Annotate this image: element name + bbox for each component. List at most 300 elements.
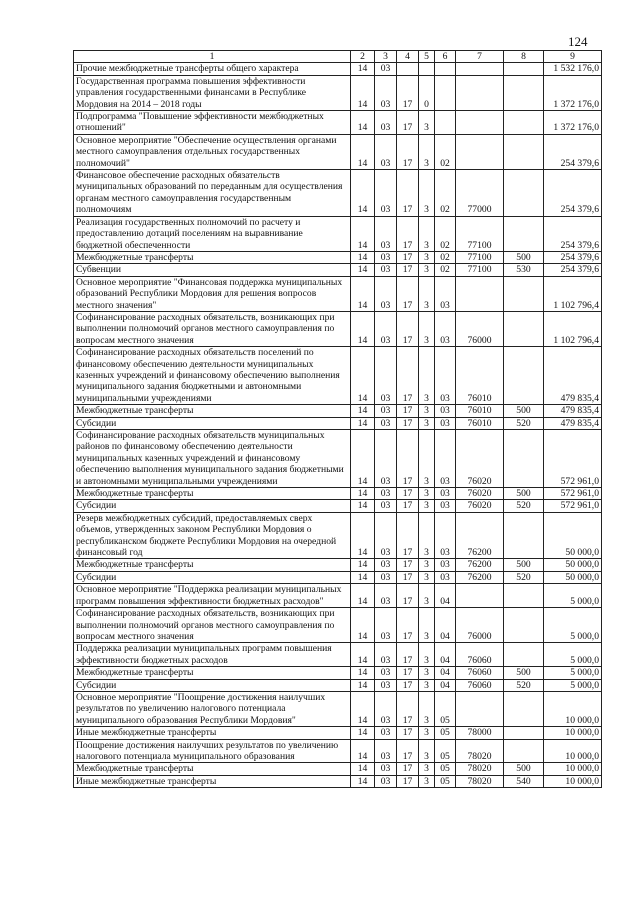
activity-code: 02 [435,134,456,169]
section-code: 14 [351,405,375,417]
subprogram-code: 3 [419,571,435,583]
section-code: 14 [351,488,375,500]
row-name: Субсидии [74,571,351,583]
column-header: 1 [74,51,351,63]
amount: 479 835,4 [544,347,602,405]
column-header: 5 [419,51,435,63]
amount: 1 532 176,0 [544,63,602,75]
subsection-code: 03 [375,430,397,488]
expense-type-code: 500 [504,251,544,263]
section-code: 14 [351,276,375,311]
activity-code: 03 [435,571,456,583]
column-header: 3 [375,51,397,63]
amount: 254 379,6 [544,264,602,276]
section-code: 14 [351,679,375,691]
expense-type-code [504,170,544,217]
table-row [74,500,602,512]
program-code: 17 [397,584,419,608]
table-row [74,775,602,787]
direction-code [456,111,504,135]
subprogram-code: 3 [419,667,435,679]
table-row [74,643,602,667]
column-header: 4 [397,51,419,63]
activity-code: 02 [435,264,456,276]
direction-code: 76010 [456,405,504,417]
expense-type-code [504,311,544,346]
expense-type-code: 530 [504,264,544,276]
program-code: 17 [397,608,419,643]
row-name: Основное мероприятие "Поощрение достижения наилучших результатов по увеличению налогового потенциала муниципального образования Республики Мордовия" [74,691,351,726]
expense-type-code [504,111,544,135]
direction-code: 77100 [456,251,504,263]
subsection-code: 03 [375,311,397,346]
expense-type-code [504,691,544,726]
subprogram-code: 3 [419,739,435,763]
section-code: 14 [351,727,375,739]
section-code: 14 [351,667,375,679]
row-name: Межбюджетные трансферты [74,559,351,571]
direction-code: 76020 [456,488,504,500]
section-code: 14 [351,417,375,429]
row-name: Основное мероприятие "Финансовая поддержка муниципальных образований Республики Мордовия для решения вопросов местного значения" [74,276,351,311]
expense-type-code: 500 [504,667,544,679]
program-code: 17 [397,405,419,417]
row-name: Поощрение достижения наилучших результатов по увеличению налогового потенциала муниципального образования [74,739,351,763]
subsection-code: 03 [375,405,397,417]
row-name: Основное мероприятие "Обеспечение осуществления органами местного самоуправления отдельных государственных полномочий" [74,134,351,169]
subsection-code: 03 [375,251,397,263]
table-row [74,347,602,405]
activity-code: 05 [435,739,456,763]
direction-code [456,134,504,169]
subprogram-code: 3 [419,264,435,276]
expense-type-code [504,63,544,75]
amount: 10 000,0 [544,775,602,787]
subsection-code: 03 [375,500,397,512]
amount: 254 379,6 [544,251,602,263]
table-row [74,571,602,583]
activity-code: 05 [435,727,456,739]
direction-code: 76060 [456,643,504,667]
section-code: 14 [351,347,375,405]
program-code: 17 [397,430,419,488]
subsection-code: 03 [375,512,397,559]
activity-code: 03 [435,417,456,429]
subsection-code: 03 [375,417,397,429]
direction-code: 76200 [456,559,504,571]
row-name: Государственная программа повышения эффективности управления государственными финансами в Республике Мордовия на 2014 – 2018 годы [74,75,351,110]
subsection-code: 03 [375,727,397,739]
section-code: 14 [351,251,375,263]
subprogram-code: 3 [419,512,435,559]
row-name: Субсидии [74,500,351,512]
row-name: Финансовое обеспечение расходных обязательств муниципальных образований по переданным для осуществления органам местного самоуправления государственным полномочиям [74,170,351,217]
expense-type-code: 500 [504,488,544,500]
direction-code [456,63,504,75]
direction-code [456,75,504,110]
activity-code: 02 [435,251,456,263]
subsection-code: 03 [375,643,397,667]
expense-type-code [504,75,544,110]
program-code: 17 [397,512,419,559]
expense-type-code [504,727,544,739]
amount: 572 961,0 [544,430,602,488]
table-row [74,276,602,311]
row-name: Субвенции [74,264,351,276]
subsection-code: 03 [375,763,397,775]
direction-code: 76000 [456,608,504,643]
amount: 10 000,0 [544,763,602,775]
column-header: 7 [456,51,504,63]
amount: 10 000,0 [544,727,602,739]
table-row [74,405,602,417]
column-header: 9 [544,51,602,63]
subprogram-code: 3 [419,559,435,571]
subsection-code: 03 [375,264,397,276]
row-name: Межбюджетные трансферты [74,667,351,679]
section-code: 14 [351,643,375,667]
row-name: Прочие межбюджетные трансферты общего характера [74,63,351,75]
activity-code: 02 [435,170,456,217]
program-code: 17 [397,667,419,679]
expense-type-code [504,739,544,763]
direction-code: 76060 [456,667,504,679]
expense-type-code [504,643,544,667]
subprogram-code: 3 [419,643,435,667]
direction-code: 76200 [456,512,504,559]
table-row [74,111,602,135]
activity-code: 03 [435,347,456,405]
row-name: Софинансирование расходных обязательств муниципальных районов по финансовому обеспечению деятельности муниципальных казенных учреждений и финансовому обеспечению выполнения муниципального задания бюджетными и автономными муниципальными учреждениями [74,430,351,488]
subprogram-code: 3 [419,679,435,691]
expense-type-code: 520 [504,500,544,512]
subsection-code: 03 [375,134,397,169]
row-name: Софинансирование расходных обязательств, возникающих при выполнении полномочий органов местного самоуправления по вопросам местного значения [74,311,351,346]
table-row [74,311,602,346]
activity-code [435,63,456,75]
subsection-code: 03 [375,679,397,691]
section-code: 14 [351,739,375,763]
section-code: 14 [351,775,375,787]
activity-code: 05 [435,775,456,787]
subsection-code: 03 [375,739,397,763]
subprogram-code: 3 [419,430,435,488]
amount: 50 000,0 [544,559,602,571]
direction-code: 76000 [456,311,504,346]
section-code: 14 [351,512,375,559]
program-code: 17 [397,727,419,739]
table-row [74,559,602,571]
activity-code: 03 [435,500,456,512]
row-name: Резерв межбюджетных субсидий, предоставляемых сверх объемов, утвержденных законом Республики Мордовия о республиканском бюджете Республики Мордовия на очередной финансовый год [74,512,351,559]
subsection-code: 03 [375,63,397,75]
table-row [74,667,602,679]
section-code: 14 [351,608,375,643]
table-body [74,63,602,788]
expense-type-code: 500 [504,405,544,417]
table-row [74,679,602,691]
amount: 254 379,6 [544,134,602,169]
direction-code: 76010 [456,347,504,405]
expense-type-code: 500 [504,763,544,775]
table-row [74,763,602,775]
program-code: 17 [397,134,419,169]
program-code: 17 [397,170,419,217]
direction-code: 78020 [456,763,504,775]
direction-code: 76020 [456,500,504,512]
direction-code: 78020 [456,775,504,787]
row-name: Иные межбюджетные трансферты [74,775,351,787]
subprogram-code: 3 [419,727,435,739]
subprogram-code: 0 [419,75,435,110]
table-row [74,63,602,75]
expense-type-code: 520 [504,417,544,429]
subsection-code: 03 [375,276,397,311]
program-code: 17 [397,679,419,691]
direction-code: 77000 [456,170,504,217]
section-code: 14 [351,170,375,217]
amount: 1 372 176,0 [544,75,602,110]
program-code: 17 [397,739,419,763]
direction-code [456,584,504,608]
table-row [74,134,602,169]
section-code: 14 [351,691,375,726]
amount: 5 000,0 [544,643,602,667]
row-name: Иные межбюджетные трансферты [74,727,351,739]
table-row [74,170,602,217]
program-code: 17 [397,111,419,135]
direction-code: 78020 [456,739,504,763]
table-row [74,216,602,251]
subsection-code: 03 [375,559,397,571]
activity-code: 03 [435,512,456,559]
subprogram-code: 3 [419,584,435,608]
subsection-code: 03 [375,347,397,405]
activity-code: 04 [435,667,456,679]
header-row [74,51,602,63]
section-code: 14 [351,763,375,775]
amount: 10 000,0 [544,739,602,763]
program-code: 17 [397,643,419,667]
subprogram-code: 3 [419,111,435,135]
section-code: 14 [351,430,375,488]
row-name: Поддержка реализации муниципальных программ повышения эффективности бюджетных расходов [74,643,351,667]
amount: 5 000,0 [544,584,602,608]
subsection-code: 03 [375,691,397,726]
amount: 572 961,0 [544,488,602,500]
program-code: 17 [397,559,419,571]
section-code: 14 [351,584,375,608]
expense-type-code [504,134,544,169]
table-row [74,727,602,739]
program-code: 17 [397,75,419,110]
row-name: Субсидии [74,679,351,691]
table-row [74,691,602,726]
table-row [74,739,602,763]
direction-code: 76200 [456,571,504,583]
program-code [397,63,419,75]
expense-type-code [504,512,544,559]
row-name: Реализация государственных полномочий по расчету и предоставлению дотаций поселениям на выравнивание бюджетной обеспеченности [74,216,351,251]
row-name: Софинансирование расходных обязательств поселений по финансовому обеспечению деятельности муниципальных казенных учреждений и финансовому обеспечению выполнения муниципального задания бюджетными и автономными муниципальными учреждениями [74,347,351,405]
subsection-code: 03 [375,775,397,787]
expense-type-code [504,276,544,311]
amount: 572 961,0 [544,500,602,512]
expense-type-code: 500 [504,559,544,571]
activity-code: 05 [435,763,456,775]
direction-code [456,276,504,311]
direction-code: 77100 [456,264,504,276]
activity-code: 03 [435,430,456,488]
section-code: 14 [351,571,375,583]
table-row [74,488,602,500]
subsection-code: 03 [375,216,397,251]
amount: 10 000,0 [544,691,602,726]
section-code: 14 [351,134,375,169]
direction-code [456,691,504,726]
activity-code: 04 [435,679,456,691]
direction-code: 78000 [456,727,504,739]
activity-code: 05 [435,691,456,726]
section-code: 14 [351,559,375,571]
amount: 5 000,0 [544,679,602,691]
program-code: 17 [397,417,419,429]
program-code: 17 [397,251,419,263]
activity-code: 04 [435,584,456,608]
amount: 479 835,4 [544,417,602,429]
program-code: 17 [397,775,419,787]
direction-code: 76020 [456,430,504,488]
row-name: Основное мероприятие "Поддержка реализации муниципальных программ повышения эффективности бюджетных расходов" [74,584,351,608]
activity-code: 04 [435,643,456,667]
program-code: 17 [397,311,419,346]
table-row [74,584,602,608]
activity-code [435,111,456,135]
amount: 50 000,0 [544,512,602,559]
subprogram-code: 3 [419,608,435,643]
amount: 254 379,6 [544,170,602,217]
section-code: 14 [351,111,375,135]
row-name: Межбюджетные трансферты [74,488,351,500]
program-code: 17 [397,763,419,775]
program-code: 17 [397,488,419,500]
direction-code: 76010 [456,417,504,429]
table-row [74,251,602,263]
subprogram-code: 3 [419,691,435,726]
subsection-code: 03 [375,75,397,110]
row-name: Межбюджетные трансферты [74,405,351,417]
expense-type-code: 540 [504,775,544,787]
activity-code: 04 [435,608,456,643]
activity-code: 03 [435,488,456,500]
amount: 1 102 796,4 [544,311,602,346]
column-header: 8 [504,51,544,63]
section-code: 14 [351,216,375,251]
row-name: Софинансирование расходных обязательств, возникающих при выполнении полномочий органов местного самоуправления по вопросам местного значения [74,608,351,643]
section-code: 14 [351,63,375,75]
page-number: 124 [568,34,588,49]
subprogram-code: 3 [419,417,435,429]
subsection-code: 03 [375,170,397,217]
program-code: 17 [397,264,419,276]
activity-code [435,75,456,110]
amount: 5 000,0 [544,667,602,679]
amount: 5 000,0 [544,608,602,643]
amount: 254 379,6 [544,216,602,251]
table-row [74,264,602,276]
table-row [74,430,602,488]
expense-type-code [504,430,544,488]
amount: 1 102 796,4 [544,276,602,311]
section-code: 14 [351,75,375,110]
subprogram-code: 3 [419,311,435,346]
program-code: 17 [397,276,419,311]
amount: 1 372 176,0 [544,111,602,135]
section-code: 14 [351,311,375,346]
column-header: 6 [435,51,456,63]
program-code: 17 [397,216,419,251]
section-code: 14 [351,500,375,512]
column-header: 2 [351,51,375,63]
subprogram-code: 3 [419,763,435,775]
expense-type-code [504,608,544,643]
subprogram-code: 3 [419,216,435,251]
subsection-code: 03 [375,111,397,135]
subprogram-code: 3 [419,405,435,417]
subsection-code: 03 [375,571,397,583]
subprogram-code: 3 [419,500,435,512]
subprogram-code: 3 [419,134,435,169]
row-name: Межбюджетные трансферты [74,763,351,775]
table-row [74,417,602,429]
subprogram-code [419,63,435,75]
subsection-code: 03 [375,488,397,500]
table-row [74,75,602,110]
expense-type-code [504,216,544,251]
table-row [74,608,602,643]
program-code: 17 [397,691,419,726]
expense-type-code [504,584,544,608]
subprogram-code: 3 [419,251,435,263]
subprogram-code: 3 [419,170,435,217]
direction-code: 77100 [456,216,504,251]
row-name: Подпрограмма "Повышение эффективности межбюджетных отношений" [74,111,351,135]
direction-code: 76060 [456,679,504,691]
expense-type-code: 520 [504,571,544,583]
expense-type-code: 520 [504,679,544,691]
subsection-code: 03 [375,667,397,679]
subsection-code: 03 [375,608,397,643]
subprogram-code: 3 [419,276,435,311]
activity-code: 03 [435,276,456,311]
subprogram-code: 3 [419,488,435,500]
program-code: 17 [397,347,419,405]
row-name: Межбюджетные трансферты [74,251,351,263]
table-row [74,512,602,559]
subprogram-code: 3 [419,775,435,787]
amount: 479 835,4 [544,405,602,417]
activity-code: 03 [435,405,456,417]
activity-code: 03 [435,559,456,571]
section-code: 14 [351,264,375,276]
budget-table [73,50,602,788]
expense-type-code [504,347,544,405]
activity-code: 03 [435,311,456,346]
subprogram-code: 3 [419,347,435,405]
subsection-code: 03 [375,584,397,608]
program-code: 17 [397,571,419,583]
amount: 50 000,0 [544,571,602,583]
